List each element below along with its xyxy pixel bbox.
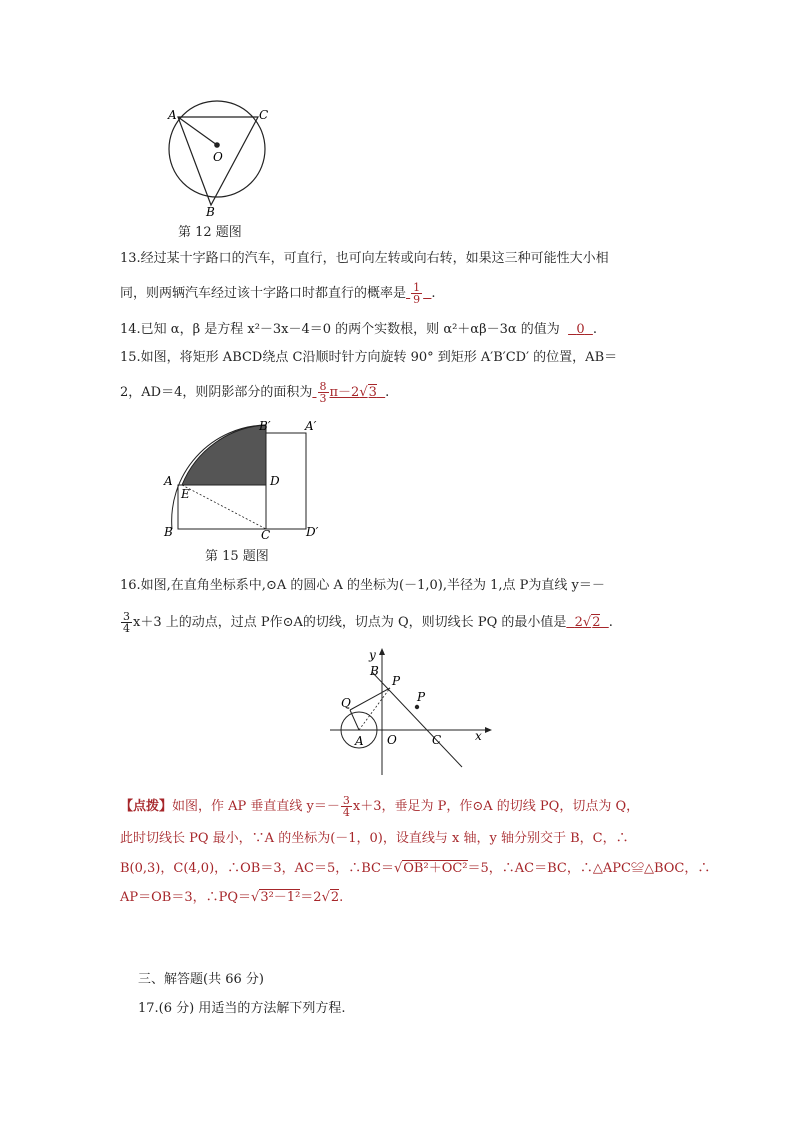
section3-title: 三、解答题(共 66 分) <box>138 972 264 987</box>
fig16-label-P1: P <box>392 674 401 688</box>
fig15-label-D: D <box>270 474 280 488</box>
q14-line <box>120 320 597 340</box>
hint-line1 <box>120 795 639 818</box>
fig12-circle <box>169 101 265 197</box>
hint-slope-frac <box>341 795 352 818</box>
fig15-shaded-region <box>182 425 266 485</box>
hint-line4-text: AP＝OB＝3，∴PQ＝ <box>120 890 252 905</box>
fig15-label-A1: A′ <box>305 419 317 433</box>
fig16-point-P2 <box>415 705 419 709</box>
hint-line4-root: 3²－1² <box>260 890 301 905</box>
q14-text: 14.已知 α，β 是方程 x²－3x－4＝0 的两个实数根，则 α²＋αβ－3α 的值为 <box>120 322 560 337</box>
fig12-label-C: C <box>259 108 269 122</box>
q16-line2-end: . <box>608 615 613 630</box>
hint-tag: 【点拨】 <box>120 799 173 814</box>
fig15-label-B1: B′ <box>259 419 271 433</box>
fig16-label-x: x <box>475 729 482 743</box>
hint-line3-root: OB²＋OC² <box>403 861 468 876</box>
fig12-label-A: A <box>168 108 177 122</box>
fig16-label-B: B <box>370 664 379 678</box>
figure-12 <box>160 95 280 220</box>
figure-16 <box>325 645 500 775</box>
q13-answer <box>406 281 431 306</box>
hint-line4-root2: 2 <box>330 890 340 905</box>
q15-line2-text: 2，AD＝4，则阴影部分的面积为 <box>120 385 313 400</box>
hint-line2: 此时切线长 PQ 最小，∵A 的坐标为(－1，0)，设直线与 x 轴，y 轴分别交于 B，C，∴ <box>120 831 629 846</box>
q14-answer <box>568 322 593 337</box>
fig16-label-C: C <box>432 733 442 747</box>
hint-line3-tail: ＝5，∴AC＝BC，∴△APC≌△BOC，∴ <box>467 861 711 876</box>
q16-line2-text: x＋3 上的动点，过点 P作⊙A的切线，切点为 Q，则切线长 PQ 的最小值是 <box>133 615 567 630</box>
hint-line4-end: . <box>339 890 344 905</box>
hint-line1-tail: x＋3，垂足为 P，作⊙A 的切线 PQ，切点为 Q， <box>352 799 640 814</box>
q13-ans-den: 9 <box>413 293 421 306</box>
fig16-label-Q: Q <box>341 696 351 710</box>
q13-line2-text: 同，则两辆汽车经过该十字路口时都直行的概率是 <box>120 286 407 301</box>
q14-end: . <box>592 322 598 337</box>
q16-slope-frac <box>121 611 132 634</box>
fig15-caption: 第 15 题图 <box>205 549 269 564</box>
q16-slope-num: 3 <box>123 610 130 623</box>
q16-ans-root: 2 <box>592 615 601 630</box>
fig16-label-y: y <box>369 648 376 662</box>
q15-line1: 15.如图，将矩形 ABCD绕点 C沿顺时针方向旋转 90° 到矩形 A′B′CD′ 的位置，AB＝ <box>120 350 618 365</box>
q15-ans-root: 3 <box>368 385 377 400</box>
hint-line4-mid: ＝2 <box>300 890 322 905</box>
q14-ans-value: 0 <box>576 322 585 337</box>
fig16-label-P2: P <box>417 690 426 704</box>
q15-line2 <box>120 381 389 404</box>
fig12-label-B: B <box>206 205 215 219</box>
hint-line3-text: B(0,3)，C(4,0)，∴OB＝3，AC＝5，∴BC＝ <box>120 861 394 876</box>
fig15-label-A: A <box>164 474 173 488</box>
q13-line1: 13.经过某十字路口的汽车，可直行，也可向左转或向右转，如果这三种可能性大小相 <box>120 251 609 266</box>
fig15-label-D1: D′ <box>306 525 319 539</box>
fig16-segment-QP <box>350 688 390 710</box>
fig12-label-O: O <box>213 150 223 164</box>
q15-line2-end: . <box>385 385 390 400</box>
fig16-label-A: A <box>355 734 364 748</box>
q16-ans-coef: 2 <box>574 615 583 630</box>
fig16-x-arrow <box>485 727 492 733</box>
hint-slope-den: 4 <box>342 806 350 819</box>
fig15-dotted-ec <box>182 485 266 529</box>
q16-line2 <box>120 611 613 634</box>
fig16-line-bc <box>372 672 462 767</box>
figure-15 <box>160 415 330 545</box>
q13-line2-end: . <box>431 286 436 301</box>
fig12-caption: 第 12 题图 <box>178 225 242 240</box>
q16-answer: 2√2 <box>574 615 601 630</box>
fig15-label-C: C <box>261 528 271 542</box>
q15-ans-den: 3 <box>319 392 327 405</box>
fig12-center-dot <box>214 142 220 148</box>
q15-ans-num: 8 <box>319 380 327 393</box>
q13-ans-num: 1 <box>413 281 421 294</box>
hint-slope-num: 3 <box>342 794 350 807</box>
hint-line1-text: 如图，作 AP 垂直直线 y＝－ <box>172 799 340 814</box>
fig15-label-B: B <box>164 525 173 539</box>
fig16-dotted-AP <box>359 688 390 730</box>
fig16-label-O: O <box>387 733 397 747</box>
hint-line4: AP＝OB＝3，∴PQ＝√3²－1²＝2√2. <box>120 890 344 905</box>
q16-line1: 16.如图,在直角坐标系中,⊙A 的圆心 A 的坐标为(－1,0),半径为 1,点 P为直线 y＝－ <box>120 578 605 593</box>
hint-line3: B(0,3)，C(4,0)，∴OB＝3，AC＝5，∴BC＝√OB²＋OC²＝5，∴AC＝BC，∴△APC≌△BOC，∴ <box>120 861 711 876</box>
q15-answer: $\frac{8}{3}$ π－2√3 <box>319 380 377 405</box>
q15-ans-tail: π－2 <box>329 385 360 400</box>
fig16-y-arrow <box>379 648 385 655</box>
q16-slope-den: 4 <box>123 622 130 635</box>
q13-line2 <box>120 282 436 305</box>
q17-line: 17.(6 分) 用适当的方法解下列方程. <box>138 1001 346 1016</box>
fig15-label-E: E <box>181 487 190 501</box>
